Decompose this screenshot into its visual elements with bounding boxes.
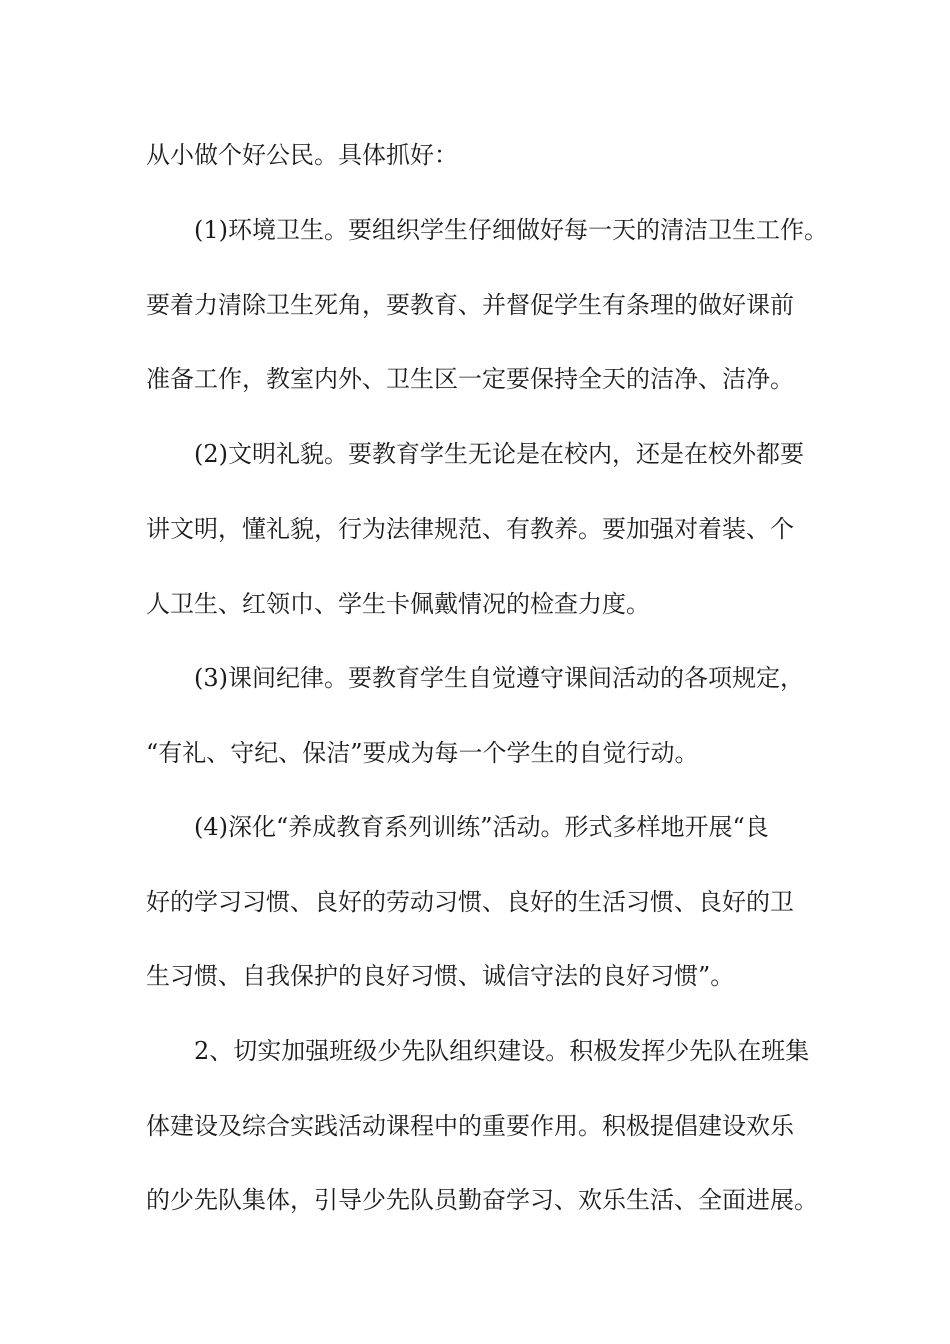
text-line: 生习惯、自我保护的良好习惯、诚信守法的良好习惯”。: [146, 962, 735, 990]
text-line: 的少先队集体，引导少先队员勤奋学习、欢乐生活、全面进展。: [146, 1186, 818, 1214]
text-line: 2、切实加强班级少先队组织建设。积极发挥少先队在班集: [194, 1037, 810, 1065]
text-line: “有礼、守纪、保洁”要成为每一个学生的自觉行动。: [146, 739, 699, 767]
text-line: 讲文明，懂礼貌，行为法律规范、有教养。要加强对着装、个: [146, 515, 794, 543]
text-line: 准备工作，教室内外、卫生区一定要保持全天的洁净、洁净。: [146, 365, 794, 393]
text-line: 人卫生、红领巾、学生卡佩戴情况的检查力度。: [146, 590, 650, 618]
text-line: 从小做个好公民。具体抓好：: [146, 141, 458, 169]
text-line: 要着力清除卫生死角，要教育、并督促学生有条理的做好课前: [146, 291, 794, 319]
text-line: (1)环境卫生。要组织学生仔细做好每一天的清洁卫生工作。: [194, 216, 828, 244]
text-line: 好的学习习惯、良好的劳动习惯、良好的生活习惯、良好的卫: [146, 888, 794, 916]
text-line: (3)课间纪律。要教育学生自觉遵守课间活动的各项规定，: [194, 664, 804, 692]
text-line: (4)深化“养成教育系列训练”活动。形式多样地开展“良: [194, 813, 769, 841]
text-line: 体建设及综合实践活动课程中的重要作用。积极提倡建设欢乐: [146, 1112, 794, 1140]
text-line: (2)文明礼貌。要教育学生无论是在校内，还是在校外都要: [194, 440, 804, 468]
